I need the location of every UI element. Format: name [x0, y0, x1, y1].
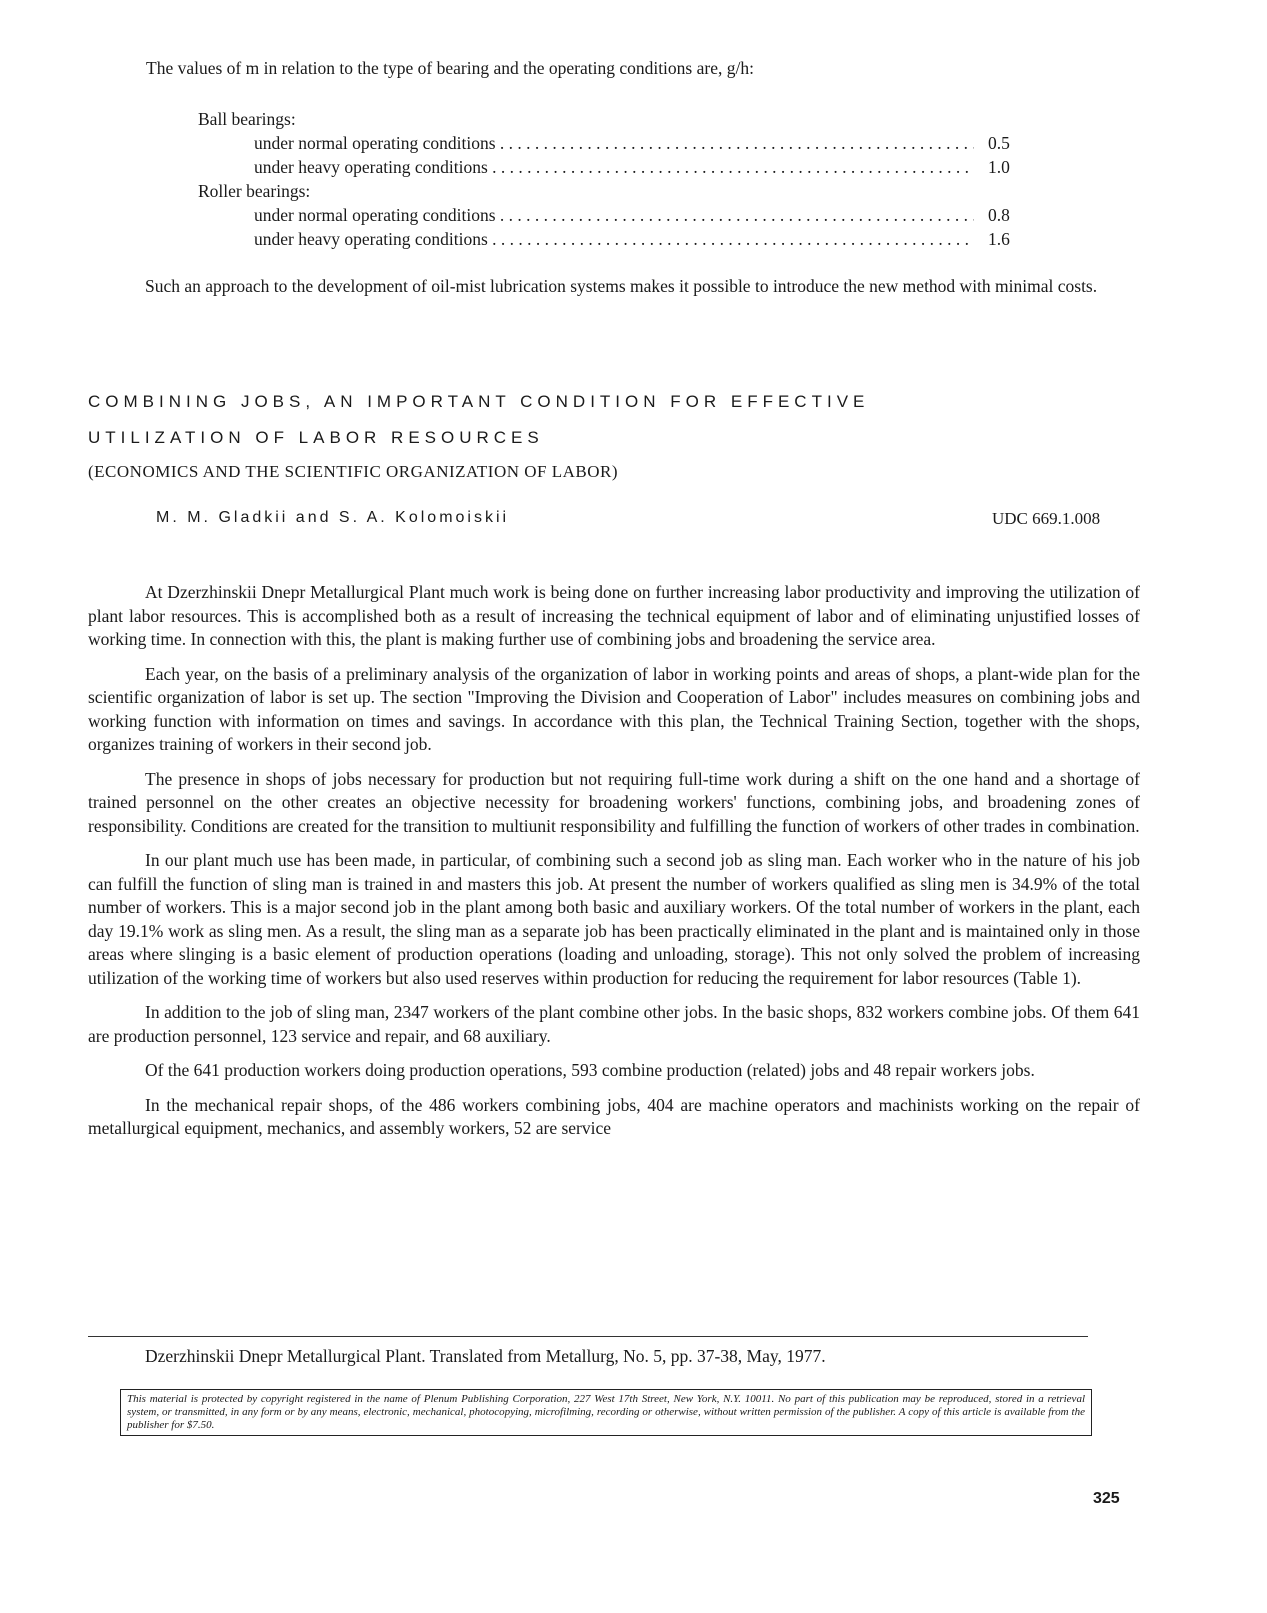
article-subtitle: (ECONOMICS AND THE SCIENTIFIC ORGANIZATION OF LABOR)	[88, 462, 619, 481]
row-label: under normal operating conditions . . .	[254, 203, 974, 227]
footnote-divider	[88, 1336, 1088, 1337]
row-value: 1.0	[988, 157, 1010, 177]
ball-heavy-row	[198, 155, 1058, 179]
page-number: 325	[1093, 1490, 1120, 1507]
paragraph: Of the 641 production workers doing production operations, 593 combine production (related) jobs and 48 repair workers jobs.	[145, 1060, 1035, 1080]
copyright-notice: This material is protected by copyright registered in the name of Plenum Publishing Corporation, 227 West 17th Street, New York, N.Y. 10011. No part of this publication may be reproduced, stored in a retrieval system, or transmitted, in any form or by any means, electronic, mechanical, photocopying, microfilming, recording or otherwise, without written permission of the publisher. A copy of this article is available from the publisher for $7.50.	[120, 1389, 1092, 1436]
article-title-line-2: UTILIZATION OF LABOR RESOURCES	[88, 428, 544, 447]
article-authors: M. M. Gladkii and S. A. Kolomoiskii	[156, 509, 510, 526]
roller-normal-row	[198, 203, 1058, 227]
roller-heavy-row	[198, 227, 1058, 251]
paragraph: In the mechanical repair shops, of the 486 workers combining jobs, 404 are machine operators and machinists working on the repair of metallurgical equipment, mechanics, and assembly workers, 52 are service	[88, 1094, 1140, 1138]
row-value: 1.6	[988, 229, 1010, 249]
roller-bearings-label: Roller bearings:	[198, 181, 311, 201]
paragraph: Each year, on the basis of a preliminary analysis of the organization of labor in working points and areas of shops, a plant-wide plan for the scientific organization of labor is set up. The section "Improving the Division and Cooperation of Labor" includes measures on combining jobs and working function with information on times and savings. In accordance with this plan, the Technical Training Section, together with the shops, organizes training of workers in their second job.	[88, 663, 1140, 754]
paragraph: In our plant much use has been made, in particular, of combining such a second job as sling man. Each worker who in the nature of his job can fulfill the function of sling man is trained in and masters this job. At present the number of workers qualified as sling men is 34.9% of the total number of workers. This is a major second job in the plant among both basic and auxiliary workers. Of the total number of workers in the plant, each day 19.1% work as sling men. As a result, the sling man as a separate job has been practically eliminated in the plant and is maintained only in those areas where slinging is a basic element of production operations (loading and unloading, storage). This not only solved the problem of increasing utilization of the working time of workers but also used reserves within production for reducing the requirement for labor resources (Table 1).	[88, 850, 1140, 988]
intro-sentence: The values of m in relation to the type of bearing and the operating conditions are, g/h:	[146, 58, 754, 78]
row-value: 0.8	[988, 205, 1010, 225]
ball-bearings-label: Ball bearings:	[198, 109, 296, 129]
closing-paragraph: Such an approach to the development of oil-mist lubrication systems makes it possible to introduce the new method with minimal costs.	[145, 276, 1098, 296]
row-label: under heavy operating conditions . . .	[254, 227, 974, 251]
article-body	[88, 581, 1140, 1152]
ball-normal-row	[198, 131, 1058, 155]
row-value: 0.5	[988, 133, 1010, 153]
footnote: Dzerzhinskii Dnepr Metallurgical Plant. Translated from Metallurg, No. 5, pp. 37-38, May, 1977.	[145, 1346, 826, 1366]
article-title-line-1: COMBINING JOBS, AN IMPORTANT CONDITION FOR EFFECTIVE	[88, 392, 870, 411]
bearing-values-table	[198, 107, 1058, 251]
paragraph: The presence in shops of jobs necessary for production but not requiring full-time work during a shift on the one hand and a shortage of trained personnel on the other creates an objective necessity for broadening workers' functions, combining jobs, and broadening zones of responsibility. Conditions are created for the transition to multiunit responsibility and fulfilling the function of workers of other trades in combination.	[88, 768, 1140, 836]
udc-code: UDC 669.1.008	[992, 509, 1101, 528]
paragraph: At Dzerzhinskii Dnepr Metallurgical Plant much work is being done on further increasing labor productivity and improving the utilization of plant labor resources. This is accomplished both as a result of increasing the technical equipment of labor and of eliminating unjustified losses of working time. In connection with this, the plant is making further use of combining jobs and broadening the service area.	[88, 582, 1140, 649]
row-label: under heavy operating conditions . . .	[254, 155, 974, 179]
row-label: under normal operating conditions . . .	[254, 131, 974, 155]
paragraph: In addition to the job of sling man, 2347 workers of the plant combine other jobs. In the basic shops, 832 workers combine jobs. Of them 641 are production personnel, 123 service and repair, and 68 auxiliary.	[88, 1002, 1140, 1046]
